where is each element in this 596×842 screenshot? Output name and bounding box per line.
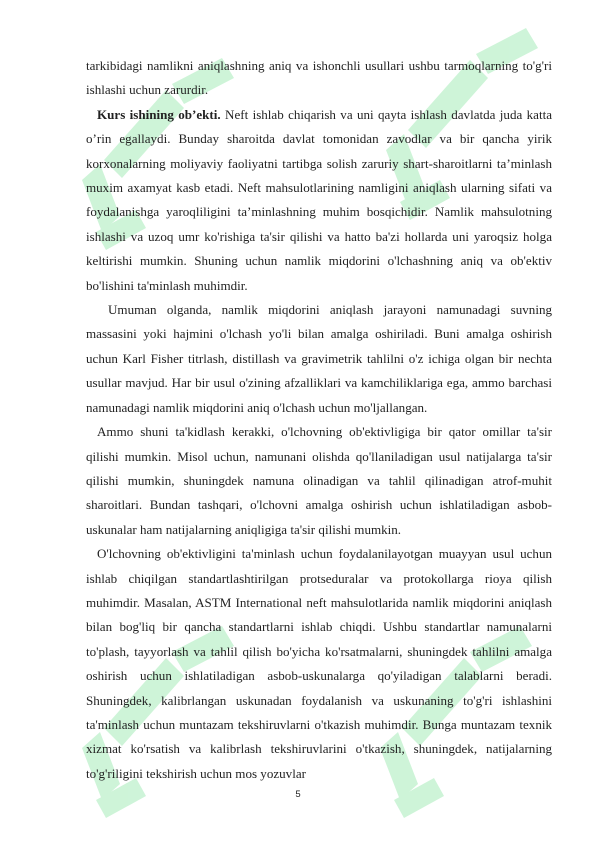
section-heading: Kurs ishining ob’ekti. <box>97 106 221 122</box>
paragraph <box>86 542 552 786</box>
paragraph-text: Neft ishlab chiqarish va uni qayta ishlash davlatda juda katta o’rin egallaydi. Bunday sharoitda davlat tomonidan zavodlar va bir qancha yirik korxonalarning moliyaviy faoliyatni tartibga solish zaruriy shart-sharoitlarni ta’minlash muxim axamyat kasb etadi. Neft mahsulotlarining namligini aniqlash ularning sifati va foydalanishga yaroqliligini ta’minlashning muhim bosqichidir. Namlik mahsulotning ishlashi va uzoq umr ko'rishiga ta'sir qilishi va hatto ba'zi hollarda uni yaroqsiz holga keltirishi mumkin. Shuning uchun namlik miqdorini o'lchashning aniq va ob'ektiv bo'lishini ta'minlash muhimdir. <box>86 106 552 293</box>
page-number: 5 <box>295 789 301 800</box>
paragraph <box>86 420 552 542</box>
document-body <box>86 54 552 786</box>
paragraph-text: tarkibidagi namlikni aniqlashning aniq va ishonchli usullari ushbu tarmoqlarning to'g'ri ishlashi uchun zarurdir. <box>86 58 552 98</box>
paragraph-text: O'lchovning ob'ektivligini ta'minlash uchun foydalanilayotgan muayyan usul uchun ishlab chiqilgan standartlashtirilgan protseduralar va protokollarga rioya qilish muhimdir. Masalan, ASTM International neft mahsulotlarida namlik miqdorini aniqlash bilan bog'liq bir qancha standartlarni ishlab chiqdi. Ushbu standartlar namunalarni to'plash, tayyorlash va tahlil qilish bo'yicha ko'rsatmalarni, shuningdek tahlilni amalga oshirish uchun ishlatiladigan asbob-uskunalarga qo'yiladigan talablarni beradi. Shuningdek, kalibrlangan uskunadan foydalanish va uskunaning to'g'ri ishlashini ta'minlash uchun muntazam tekshiruvlarni o'tkazish muhimdir. Bunga muntazam texnik xizmat ko'rsatish va kalibrlash tekshiruvlarini o'tkazish, shuningdek, natijalarning to'g'riligini tekshirish uchun mos yozuvlar <box>86 546 552 781</box>
paragraph <box>86 54 552 103</box>
paragraph <box>86 103 552 298</box>
paragraph-text: Ammo shuni ta'kidlash kerakki, o'lchovning ob'ektivligiga bir qator omillar ta'sir qilishi mumkin. Misol uchun, namunani olishda qo'llaniladigan usul natijalarga ta'sir qilishi mumkin, shuningdek namuna olinadigan va tahlil qilinadigan atrof-muhit sharoitlari. Bundan tashqari, o'lchovni amalga oshirish uchun ishlatiladigan asbob-uskunalar ham natijalarning aniqligiga ta'sir qilishi mumkin. <box>86 424 552 537</box>
paragraph <box>86 298 552 420</box>
paragraph-text: Umuman olganda, namlik miqdorini aniqlash jarayoni namunadagi suvning massasini yoki hajmini o'lchash yo'li bilan amalga oshiriladi. Buni amalga oshirish uchun Karl Fisher titrlash, distillash va gravimetrik tahlilni o'z ichiga olgan bir nechta usullar mavjud. Har bir usul o'zining afzalliklari va kamchiliklariga ega, ammo barchasi namunadagi namlik miqdorini aniq o'lchash uchun mo'ljallangan. <box>86 302 552 415</box>
